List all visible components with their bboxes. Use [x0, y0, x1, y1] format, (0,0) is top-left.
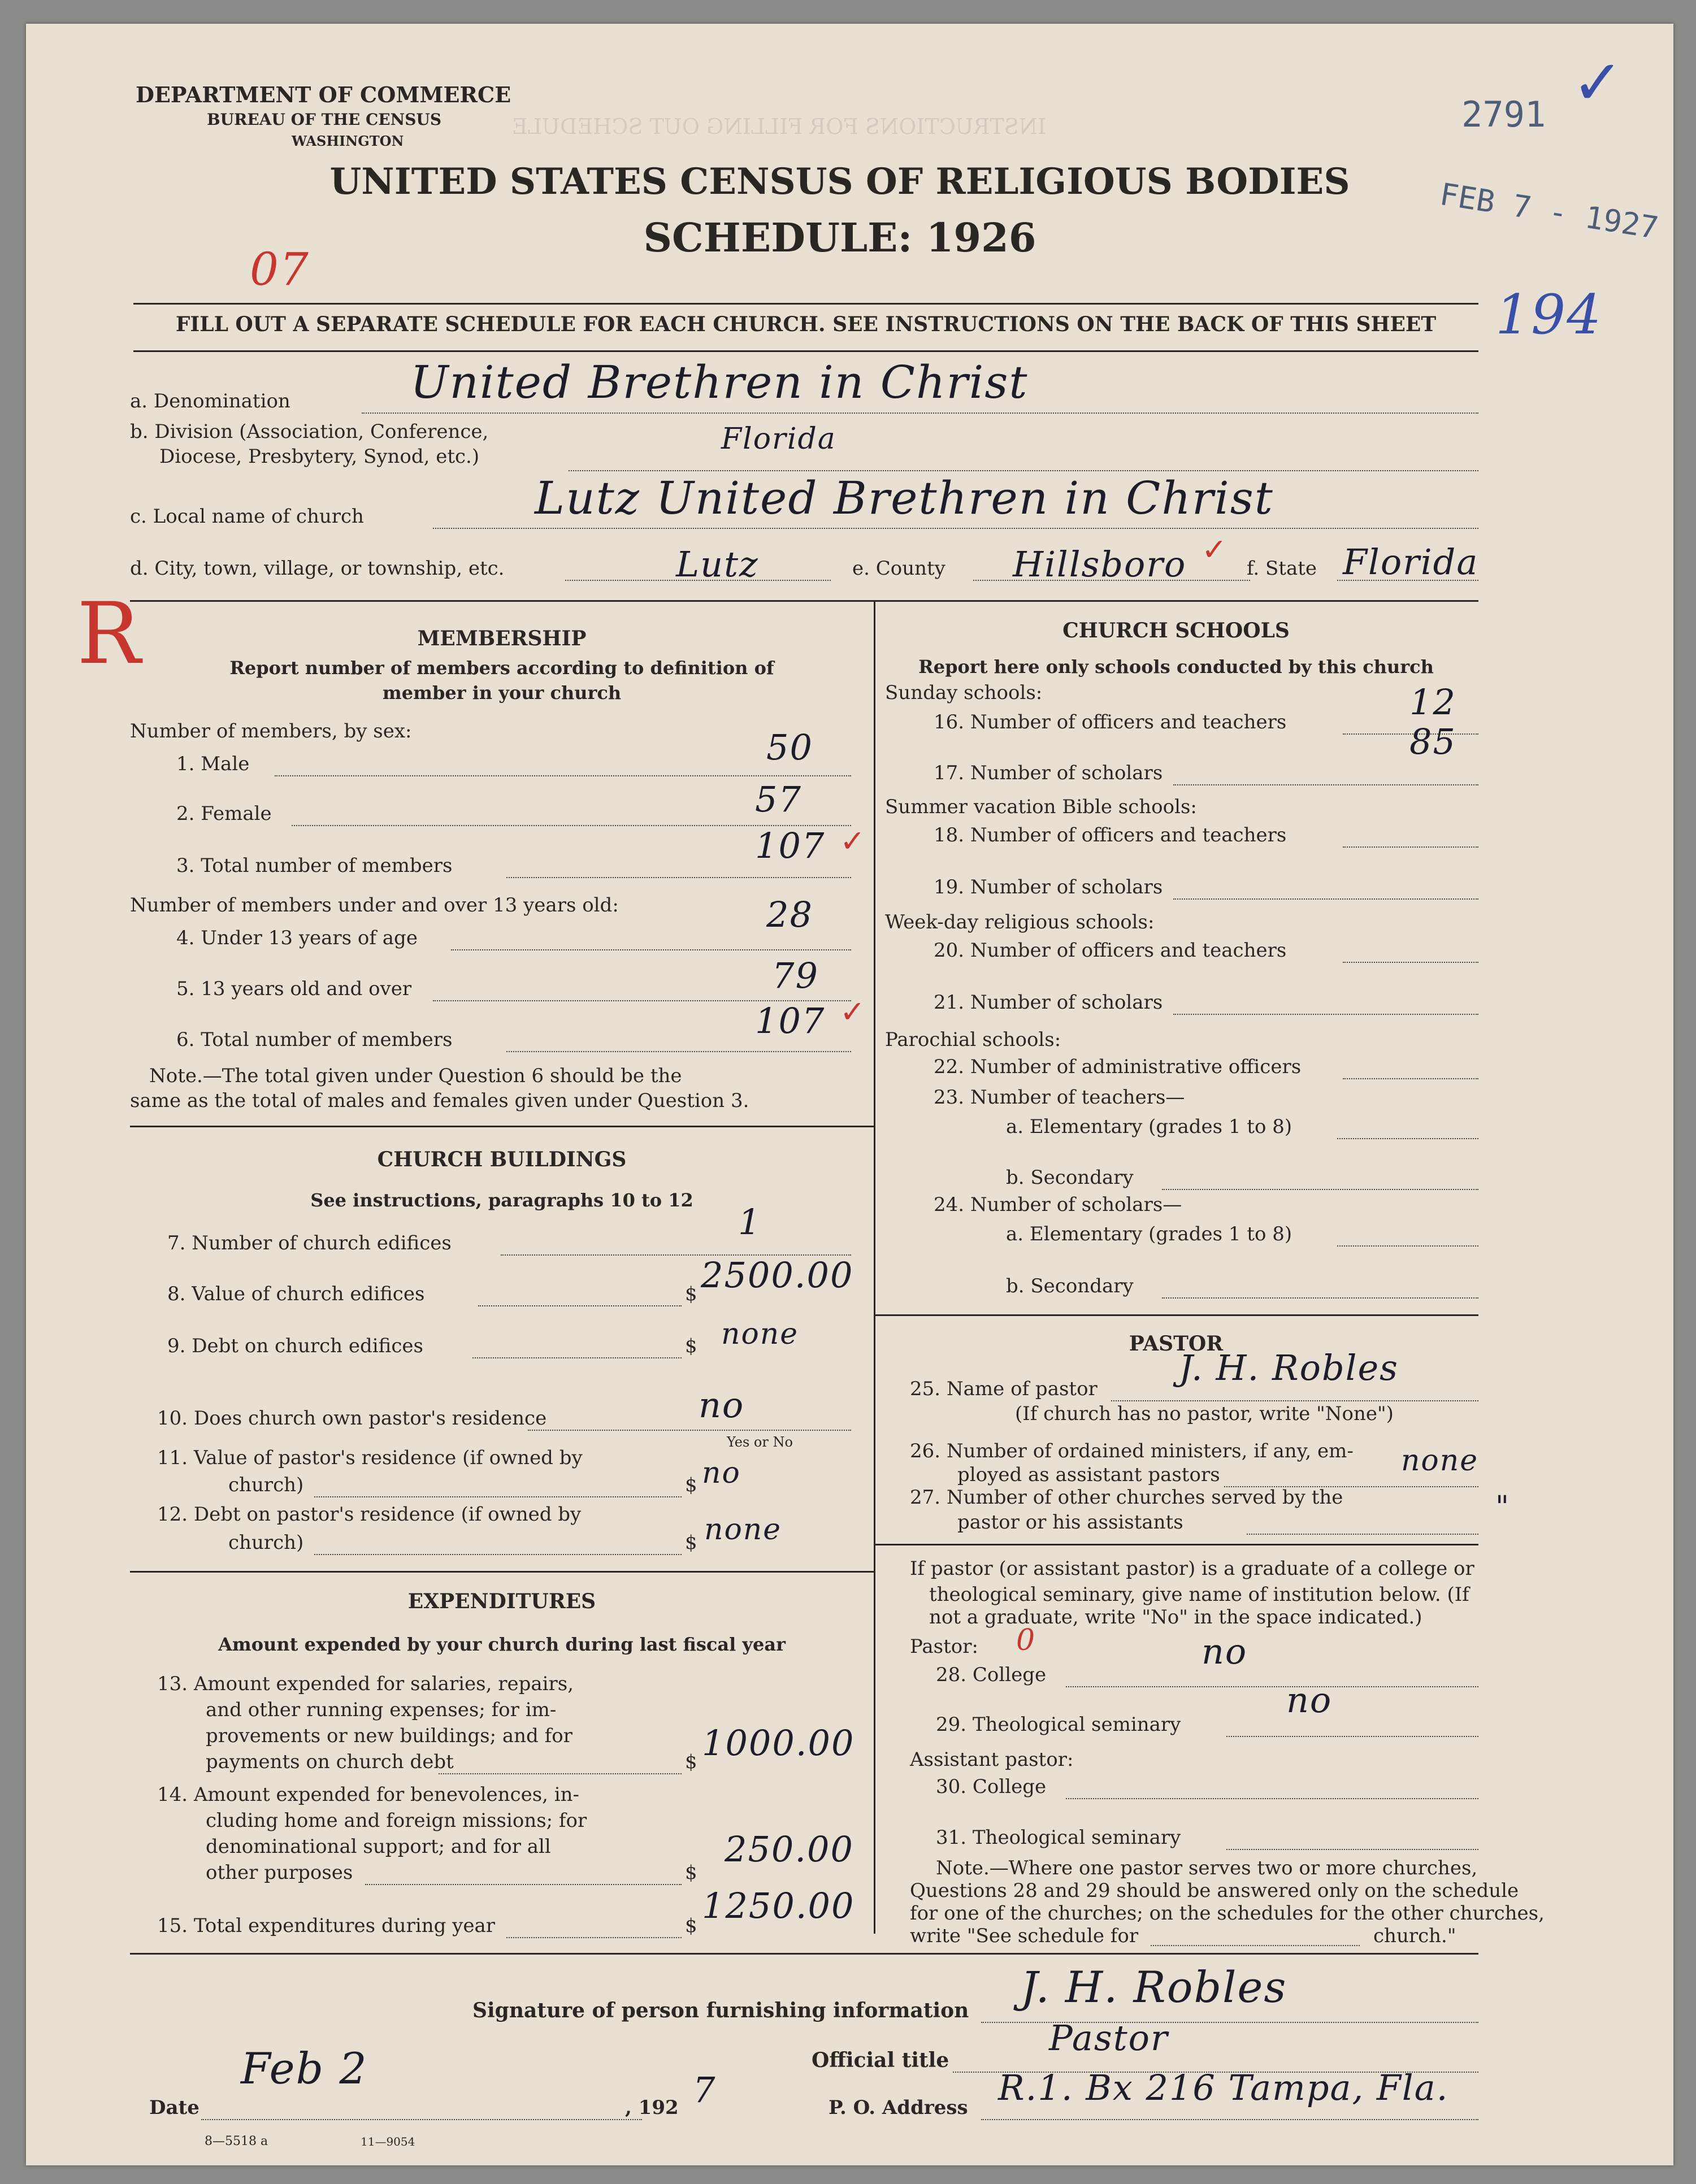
- red-mark-R: R: [77, 585, 142, 683]
- q28-value[interactable]: no: [1201, 1631, 1248, 1672]
- blue-mark-194: 194: [1495, 283, 1603, 346]
- q1-value[interactable]: 50: [766, 727, 813, 768]
- pastor-note-2: Questions 28 and 29 should be answered only on the schedule: [910, 1879, 1519, 1902]
- q24a-label: a. Elementary (grades 1 to 8): [1006, 1223, 1292, 1245]
- denomination-label: a. Denomination: [130, 390, 290, 413]
- q10-value[interactable]: no: [699, 1384, 745, 1426]
- graduate-text-3: not a graduate, write "No" in the space indicated.): [929, 1606, 1422, 1629]
- pastor-note-line: [1151, 1945, 1360, 1946]
- q4-value[interactable]: 28: [766, 894, 813, 935]
- assistant-pastor-label: Assistant pastor:: [910, 1748, 1074, 1771]
- q29-line: [1226, 1736, 1478, 1737]
- q25-label: 25. Name of pastor: [910, 1378, 1098, 1400]
- q29-label: 29. Theological seminary: [936, 1713, 1181, 1736]
- q20-label: 20. Number of officers and teachers: [934, 939, 1287, 962]
- q7-value[interactable]: 1: [738, 1201, 762, 1243]
- pastor-note-1: Note.—Where one pastor serves two or more churches,: [936, 1857, 1478, 1879]
- q21-line: [1173, 1014, 1478, 1015]
- q1-label: 1. Male: [176, 753, 250, 775]
- po-address-line: [981, 2119, 1478, 2120]
- form-title: UNITED STATES CENSUS OF RELIGIOUS BODIES: [329, 160, 1350, 203]
- q14-line: [365, 1884, 682, 1885]
- q15-label: 15. Total expenditures during year: [157, 1914, 496, 1937]
- signature-value[interactable]: J. H. Robles: [1021, 1962, 1287, 2012]
- q3-check-icon: ✓: [840, 823, 866, 859]
- division-label-2: Diocese, Presbytery, Synod, etc.): [159, 445, 480, 468]
- bureau-label: BUREAU OF THE CENSUS: [207, 110, 442, 129]
- q20-line: [1343, 962, 1478, 963]
- q12-line: [314, 1554, 682, 1555]
- q3-value[interactable]: 107: [755, 825, 826, 866]
- q6-label: 6. Total number of members: [176, 1028, 453, 1051]
- signature-label: Signature of person furnishing information: [472, 1999, 969, 2022]
- q27-line: [1247, 1534, 1478, 1535]
- q10-hint: Yes or No: [727, 1434, 793, 1450]
- q8-value[interactable]: 2500.00: [701, 1254, 854, 1296]
- form-code-1: 8—5518 a: [205, 2134, 268, 2148]
- year-value[interactable]: 7: [693, 2069, 717, 2111]
- received-date-stamp: FEB 7 - 1927: [1437, 176, 1661, 246]
- denomination-line: [362, 413, 1478, 414]
- q6-line: [506, 1051, 851, 1052]
- q11-label-2: church): [228, 1474, 304, 1496]
- q11-label: 11. Value of pastor's residence (if owned by: [157, 1447, 583, 1469]
- division-line: [569, 470, 1478, 471]
- date-value[interactable]: Feb 2: [241, 2043, 368, 2094]
- city-town-label: d. City, town, village, or township, etc.: [130, 557, 505, 580]
- sunday-schools-label: Sunday schools:: [885, 681, 1043, 704]
- buildings-heading: CHURCH BUILDINGS: [377, 1148, 627, 1171]
- q6-value[interactable]: 107: [755, 1000, 826, 1041]
- q14-label-1: 14. Amount expended for benevolences, in-: [157, 1783, 580, 1806]
- q26-label-2: ployed as assistant pastors: [957, 1464, 1220, 1486]
- header-rule-bottom: [133, 350, 1478, 352]
- q18-label: 18. Number of officers and teachers: [934, 824, 1287, 846]
- q22-label: 22. Number of administrative officers: [934, 1056, 1302, 1078]
- pastor-sub-label: Pastor:: [910, 1635, 978, 1658]
- county-value[interactable]: Hillsboro: [1013, 544, 1187, 585]
- q15-value[interactable]: 1250.00: [702, 1885, 855, 1926]
- division-label: b. Division (Association, Conference,: [130, 420, 489, 443]
- q8-line: [478, 1305, 682, 1306]
- q21-label: 21. Number of scholars: [934, 991, 1163, 1014]
- schools-intro: Report here only schools conducted by this church: [918, 656, 1434, 678]
- q11-dollar: $: [685, 1474, 697, 1496]
- pastor-note-3: for one of the churches; on the schedules for the other churches,: [910, 1902, 1545, 1925]
- footer-rule: [130, 1953, 1478, 1955]
- red-mark-07: 07: [250, 243, 310, 296]
- census-schedule-sheet: [26, 24, 1673, 2165]
- q24a-line: [1337, 1245, 1478, 1247]
- column-divider: [874, 600, 875, 1934]
- local-name-line: [433, 528, 1478, 529]
- q3-label: 3. Total number of members: [176, 854, 453, 877]
- members-by-sex-label: Number of members, by sex:: [130, 720, 412, 743]
- pastor-note-4b: church.": [1373, 1925, 1456, 1947]
- header-rule-top: [133, 303, 1478, 305]
- q24b-label: b. Secondary: [1006, 1275, 1134, 1297]
- q28-line: [1066, 1686, 1478, 1687]
- q13-value[interactable]: 1000.00: [702, 1722, 855, 1764]
- q11-line: [314, 1496, 682, 1497]
- department-label: DEPARTMENT OF COMMERCE: [136, 82, 511, 107]
- q15-dollar: $: [685, 1914, 697, 1937]
- schools-heading: CHURCH SCHOOLS: [1062, 619, 1290, 642]
- q14-label-2: cluding home and foreign missions; for: [206, 1809, 587, 1832]
- q6-check-icon: ✓: [840, 994, 866, 1030]
- state-label: f. State: [1247, 557, 1317, 580]
- fill-instruction: FILL OUT A SEPARATE SCHEDULE FOR EACH CHURCH. SEE INSTRUCTIONS ON THE BACK OF THIS SHEET: [175, 312, 1437, 336]
- q8-dollar: $: [685, 1283, 697, 1305]
- q23-label: 23. Number of teachers—: [934, 1086, 1185, 1109]
- pastor-rule: [874, 1314, 1478, 1316]
- q16-label: 16. Number of officers and teachers: [934, 711, 1287, 733]
- q7-label: 7. Number of church edifices: [167, 1232, 452, 1254]
- q23a-line: [1337, 1138, 1478, 1139]
- q13-dollar: $: [685, 1751, 697, 1773]
- q22-line: [1343, 1078, 1478, 1079]
- q13-label-3: provements or new buildings; and for: [206, 1725, 572, 1747]
- buildings-rule: [130, 1126, 874, 1127]
- graduate-text-2: theological seminary, give name of institution below. (If: [929, 1583, 1469, 1606]
- date-label: Date: [149, 2096, 199, 2119]
- expenditures-rule: [130, 1571, 874, 1573]
- q18-line: [1343, 846, 1478, 848]
- division-value[interactable]: Florida: [721, 422, 836, 456]
- local-name-value[interactable]: Lutz United Brethren in Christ: [535, 472, 1274, 524]
- q27-label-1: 27. Number of other churches served by the: [910, 1486, 1343, 1509]
- membership-intro-2: member in your church: [382, 682, 622, 704]
- city-label: WASHINGTON: [292, 133, 404, 149]
- expenditures-sub: Amount expended by your church during last fiscal year: [218, 1634, 786, 1655]
- check-mark-icon: ✓: [1572, 46, 1624, 119]
- q24b-line: [1162, 1297, 1478, 1299]
- q27-label-2: pastor or his assistants: [957, 1511, 1183, 1534]
- graduate-rule: [874, 1544, 1478, 1545]
- official-title-value[interactable]: Pastor: [1049, 2017, 1169, 2059]
- q23a-label: a. Elementary (grades 1 to 8): [1006, 1115, 1292, 1138]
- q14-label-4: other purposes: [206, 1861, 353, 1884]
- official-title-label: Official title: [812, 2048, 949, 2072]
- q16-value[interactable]: 12: [1409, 681, 1456, 723]
- q13-line: [439, 1773, 682, 1774]
- graduate-text-1: If pastor (or assistant pastor) is a graduate of a college or: [910, 1557, 1474, 1580]
- pastor-note-4: write "See schedule for: [910, 1925, 1139, 1947]
- q2-label: 2. Female: [176, 802, 272, 825]
- q26-label-1: 26. Number of ordained ministers, if any, em-: [910, 1440, 1354, 1462]
- q19-line: [1173, 898, 1478, 900]
- q26-value[interactable]: none: [1400, 1444, 1478, 1478]
- q13-label-1: 13. Amount expended for salaries, repairs,: [157, 1673, 574, 1695]
- q14-value[interactable]: 250.00: [725, 1829, 854, 1870]
- q25-hint: (If church has no pastor, write "None"): [1015, 1403, 1394, 1425]
- membership-note-2: same as the total of males and females given under Question 3.: [130, 1089, 749, 1112]
- q17-line: [1173, 784, 1478, 785]
- pastor-red-mark: 0: [1016, 1623, 1036, 1657]
- q8-label: 8. Value of church edifices: [167, 1283, 425, 1305]
- bleed-through-heading: INSTRUCTIONS FOR FILLING OUT SCHEDULE: [512, 114, 1047, 139]
- q31-line: [1226, 1849, 1478, 1850]
- state-value[interactable]: Florida: [1343, 541, 1479, 583]
- q3-line: [506, 877, 851, 878]
- q13-label-2: and other running expenses; for im-: [206, 1699, 557, 1721]
- q28-label: 28. College: [936, 1664, 1047, 1686]
- form-code-2: 11—9054: [361, 2135, 415, 2148]
- q12-value[interactable]: none: [704, 1513, 782, 1547]
- q31-label: 31. Theological seminary: [936, 1826, 1181, 1849]
- buildings-sub: See instructions, paragraphs 10 to 12: [310, 1189, 693, 1211]
- q2-value[interactable]: 57: [755, 779, 802, 820]
- schedule-year: SCHEDULE: 1926: [643, 214, 1036, 261]
- membership-intro-1: Report number of members according to definition of: [229, 657, 774, 679]
- q17-label: 17. Number of scholars: [934, 762, 1163, 784]
- members-by-age-label: Number of members under and over 13 years old:: [130, 894, 619, 917]
- q29-value[interactable]: no: [1286, 1679, 1333, 1721]
- q9-label: 9. Debt on church edifices: [167, 1335, 423, 1357]
- expenditures-heading: EXPENDITURES: [407, 1590, 596, 1613]
- q30-line: [1066, 1798, 1478, 1799]
- county-label: e. County: [852, 557, 945, 580]
- q9-value[interactable]: none: [721, 1317, 799, 1351]
- q17-value[interactable]: 85: [1409, 721, 1456, 762]
- local-name-label: c. Local name of church: [130, 505, 364, 528]
- q14-dollar: $: [685, 1861, 697, 1884]
- county-check-icon: ✓: [1201, 532, 1227, 567]
- denomination-value[interactable]: United Brethren in Christ: [410, 356, 1029, 409]
- q5-label: 5. 13 years old and over: [176, 978, 412, 1000]
- po-address-value[interactable]: R.1. Bx 216 Tampa, Fla.: [998, 2067, 1449, 2108]
- q12-label: 12. Debt on pastor's residence (if owned by: [157, 1503, 582, 1526]
- date-line: [201, 2119, 642, 2120]
- q1-line: [275, 775, 851, 776]
- q13-label-4: payments on church debt: [206, 1751, 454, 1773]
- q19-label: 19. Number of scholars: [934, 876, 1163, 898]
- q25-line: [1111, 1400, 1478, 1401]
- q23b-line: [1162, 1189, 1478, 1190]
- q4-line: [451, 949, 851, 950]
- q27-value[interactable]: ": [1495, 1490, 1510, 1524]
- q15-line: [506, 1937, 682, 1938]
- q12-dollar: $: [685, 1531, 697, 1554]
- weekday-schools-label: Week-day religious schools:: [885, 911, 1155, 933]
- q30-label: 30. College: [936, 1775, 1047, 1798]
- q10-label: 10. Does church own pastor's residence: [157, 1407, 547, 1430]
- q12-label-2: church): [228, 1531, 304, 1554]
- q11-value[interactable]: no: [702, 1456, 741, 1490]
- membership-heading: MEMBERSHIP: [417, 627, 587, 650]
- q5-value[interactable]: 79: [772, 955, 819, 996]
- pastor-heading: PASTOR: [1129, 1332, 1224, 1356]
- main-rule-top: [130, 600, 1478, 602]
- q23b-label: b. Secondary: [1006, 1166, 1134, 1189]
- q9-line: [472, 1357, 682, 1358]
- q25-value[interactable]: J. H. Robles: [1179, 1347, 1399, 1388]
- q4-label: 4. Under 13 years of age: [176, 927, 418, 949]
- summer-schools-label: Summer vacation Bible schools:: [885, 796, 1197, 818]
- q14-label-3: denominational support; and for all: [206, 1835, 551, 1858]
- parochial-schools-label: Parochial schools:: [885, 1028, 1061, 1051]
- po-address-label: P. O. Address: [829, 2096, 968, 2119]
- year-prefix: , 192: [625, 2096, 679, 2119]
- q10-line: [528, 1430, 851, 1431]
- q24-label: 24. Number of scholars—: [934, 1193, 1182, 1216]
- membership-note-1: Note.—The total given under Question 6 should be the: [149, 1065, 682, 1087]
- q9-dollar: $: [685, 1335, 697, 1357]
- form-number-stamp: 2791: [1461, 94, 1546, 135]
- city-town-value[interactable]: Lutz: [676, 544, 759, 585]
